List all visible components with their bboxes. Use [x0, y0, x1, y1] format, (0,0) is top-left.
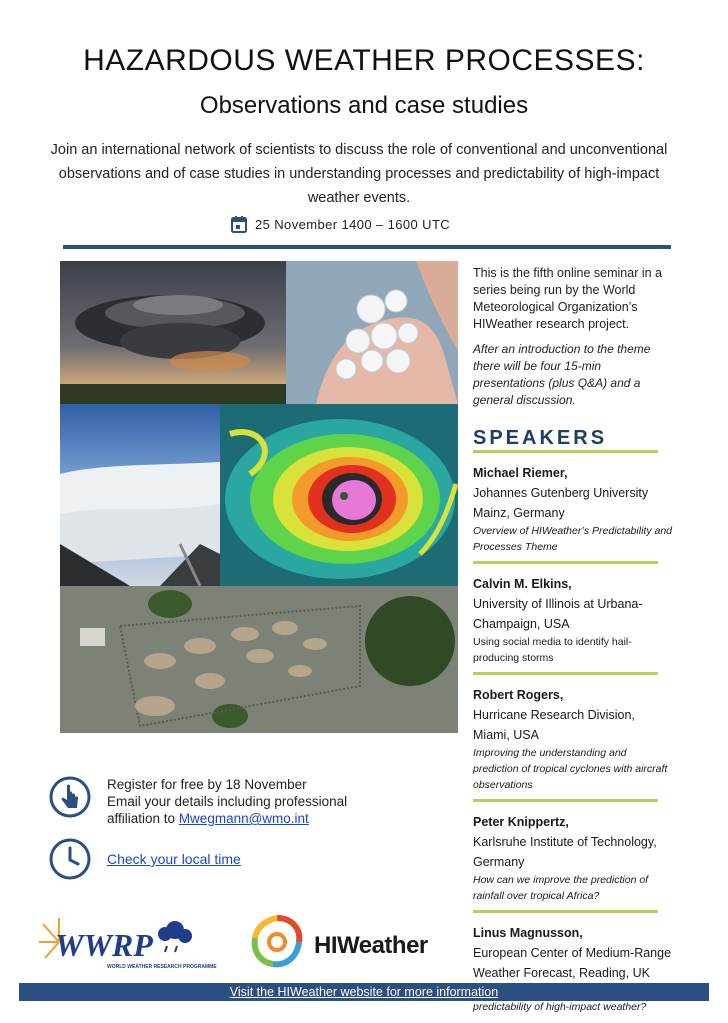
register-email-prefix: affiliation to — [107, 811, 179, 826]
speakers-heading: SPEAKERS — [473, 427, 608, 449]
speaker-affiliation: Hurricane Research Division, Miami, USA — [473, 708, 635, 742]
clock-icon — [49, 838, 91, 880]
event-date-text: 25 November 1400 – 1600 UTC — [255, 217, 451, 232]
sidebar — [473, 265, 673, 1021]
wwrp-logo-text: WWRP — [55, 927, 153, 963]
speaker-entry — [473, 675, 673, 799]
speaker-talk-title: Using social media to identify hail-producing storms — [473, 636, 632, 664]
speaker-talk-title: How can we improve the prediction of rainfall over tropical Africa? — [473, 874, 649, 902]
seminar-format: After an introduction to the theme there will be four 15-min presentations (plus Q&A) and a general discussion. — [473, 342, 651, 407]
page-title: HAZARDOUS WEATHER PROCESSES: — [83, 44, 645, 77]
speaker-name: Robert Rogers, — [473, 688, 564, 702]
seminar-blurb: This is the fifth online seminar in a series being run by the World Meteorological Organization’s HIWeather research project. — [473, 266, 662, 331]
speaker-name: Calvin M. Elkins, — [473, 577, 572, 591]
speaker-talk-title: predictability of high-impact weather? — [473, 1001, 647, 1013]
speaker-talk-title: Overview of HIWeather’s Predictability and Processes Theme — [473, 525, 673, 553]
check-local-time-link[interactable]: Check your local time — [107, 851, 241, 867]
intro-text: Join an international network of scientists to discuss the role of conventional and unconventional observations and of case studies in understanding processes and predictability of high-impact weather events. — [50, 142, 668, 206]
speaker-affiliation: Johannes Gutenberg University Mainz, Germany — [473, 486, 649, 520]
speaker-entry — [473, 802, 673, 910]
wwrp-logo-subtitle: WORLD WEATHER RESEARCH PROGRAMME — [107, 964, 217, 970]
hurricane-satellite-image — [220, 404, 458, 586]
speaker-affiliation: University of Illinois at Urbana-Champaign, USA — [473, 597, 643, 631]
event-date — [231, 216, 450, 233]
speaker-talk-title: Improving the understanding and prediction of tropical cyclones with aircraft observations — [473, 747, 668, 791]
speaker-entry — [473, 564, 673, 672]
speaker-entry — [473, 913, 673, 1021]
local-time-row — [49, 838, 241, 880]
header-divider — [63, 245, 671, 249]
hiweather-logo-text: HIWeather — [314, 932, 428, 959]
flooded-village-photo — [60, 586, 458, 733]
speaker-affiliation: European Center of Medium-Range Weather Forecast, Reading, UK — [473, 946, 672, 980]
flyer-page — [19, 0, 709, 1023]
hiweather-swirl-icon — [247, 912, 307, 972]
registration-block — [49, 776, 347, 827]
hiweather-website-link[interactable]: Visit the HIWeather website for more information — [229, 985, 499, 999]
register-email-line — [107, 810, 347, 827]
speaker-name: Michael Riemer, — [473, 466, 568, 480]
pointing-hand-icon — [49, 776, 91, 818]
registration-text — [107, 776, 347, 827]
supercell-photo — [60, 261, 286, 404]
hailstones-photo — [286, 261, 458, 404]
page-subtitle: Observations and case studies — [199, 92, 529, 119]
register-deadline: Register for free by 18 November — [107, 777, 307, 792]
aircraft-window-clouds-photo — [60, 404, 220, 586]
speaker-affiliation: Karlsruhe Institute of Technology, Germany — [473, 835, 657, 869]
wwrp-logo — [37, 912, 217, 976]
speaker-name: Peter Knippertz, — [473, 815, 569, 829]
register-instructions: Email your details including professional — [107, 794, 348, 809]
speaker-entry — [473, 453, 673, 561]
footer-bar — [19, 983, 709, 1001]
calendar-icon — [231, 216, 247, 233]
speaker-name: Linus Magnusson, — [473, 926, 583, 940]
register-email-link[interactable]: Mwegmann@wmo.int — [178, 811, 309, 826]
